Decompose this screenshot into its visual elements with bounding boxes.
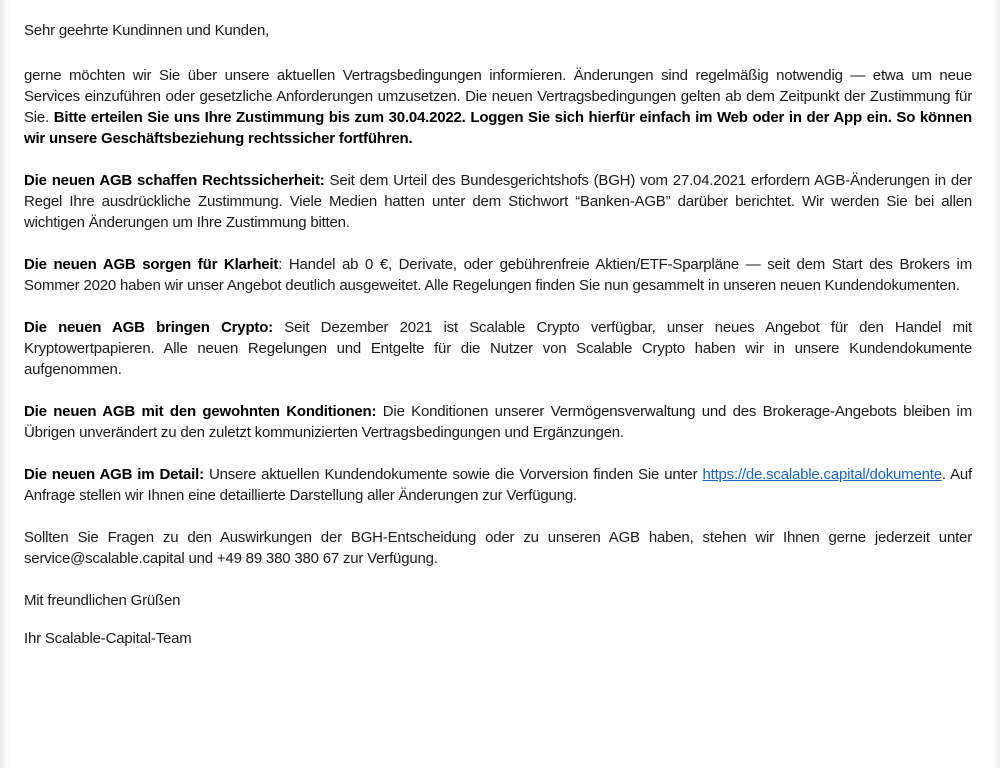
contact-paragraph: Sollten Sie Fragen zu den Auswirkungen der BGH-Entscheidung oder zu unseren AGB haben, stehen wir Ihnen gerne jederzeit unter service@scalable.capital und +49 89 380 380 67 zur Verfügung. <box>24 529 972 567</box>
documents-link[interactable]: https://de.scalable.capital/dokumente <box>702 466 942 483</box>
section-crypto <box>24 317 972 380</box>
section-heading: Die neuen AGB im Detail: <box>24 466 204 483</box>
salutation: Sehr geehrte Kundinnen und Kunden, <box>24 22 270 39</box>
section-text: Unsere aktuellen Kundendokumente sowie die Vorversion finden Sie unter <box>203 466 703 483</box>
intro-paragraph <box>24 65 972 149</box>
section-details <box>24 464 972 506</box>
section-text: : Handel ab 0 €, Derivate, oder gebührenfreie Aktien/ETF-Sparpläne — seit dem Start des Brokers im Sommer 2020 haben wir unser Angebot deutlich ausgeweitet. Alle Regelungen finden Sie nun gesammelt in unseren neuen Kundendokumenten. <box>24 256 972 294</box>
section-heading: Die neuen AGB mit den gewohnten Konditionen: <box>24 403 377 420</box>
closing: Mit freundlichen Grüßen <box>24 592 181 609</box>
page-shadow-right <box>992 0 1000 768</box>
section-text: Die Konditionen unserer Vermögensverwaltung und des Brokerage-Angebots bleiben im Übrigen unverändert zu den zuletzt kommunizierten Vertragsbedingungen und Ergänzungen. <box>24 403 972 441</box>
section-heading: Die neuen AGB sorgen für Klarheit <box>24 256 279 273</box>
page-shadow-left <box>0 0 10 768</box>
section-text: Seit Dezember 2021 ist Scalable Crypto verfügbar, unser neues Angebot für den Handel mit Kryptowertpapieren. Alle neuen Regelungen und Entgelte für die Nutzer von Scalable Crypto haben wir in unsere Kundendokumente aufgenommen. <box>24 319 972 378</box>
section-legal-certainty <box>24 170 972 233</box>
section-heading: Die neuen AGB schaffen Rechtssicherheit: <box>24 172 325 189</box>
section-text-after: . Auf Anfrage stellen wir Ihnen eine detaillierte Darstellung aller Änderungen zur Verfügung. <box>24 466 972 504</box>
section-heading: Die neuen AGB bringen Crypto: <box>24 319 273 336</box>
intro-bold-text: Bitte erteilen Sie uns Ihre Zustimmung bis zum 30.04.2022. Loggen Sie sich hierfür einfach im Web oder in der App ein. So können wir unsere Geschäftsbeziehung rechtssicher fortführen. <box>24 109 972 147</box>
intro-text: gerne möchten wir Sie über unsere aktuellen Vertragsbedingungen informieren. Änderungen sind regelmäßig notwendig — etwa um neue Services einzuführen oder gesetzliche Anforderungen umzusetzen. Die neuen Vertragsbedingungen gelten ab dem Zeitpunkt der Zustimmung für Sie. <box>24 67 972 126</box>
signature: Ihr Scalable-Capital-Team <box>24 630 192 647</box>
letter-body <box>24 20 972 670</box>
section-text: Seit dem Urteil des Bundesgerichtshofs (BGH) vom 27.04.2021 erfordern AGB-Änderungen in der Regel Ihre ausdrückliche Zustimmung. Viele Medien hatten unter dem Stichwort “Banken-AGB” darüber berichtet. Wir werden Sie bei allen wichtigen Änderungen um Ihre Zustimmung bitten. <box>24 172 972 231</box>
section-conditions <box>24 401 972 443</box>
section-clarity <box>24 254 972 296</box>
